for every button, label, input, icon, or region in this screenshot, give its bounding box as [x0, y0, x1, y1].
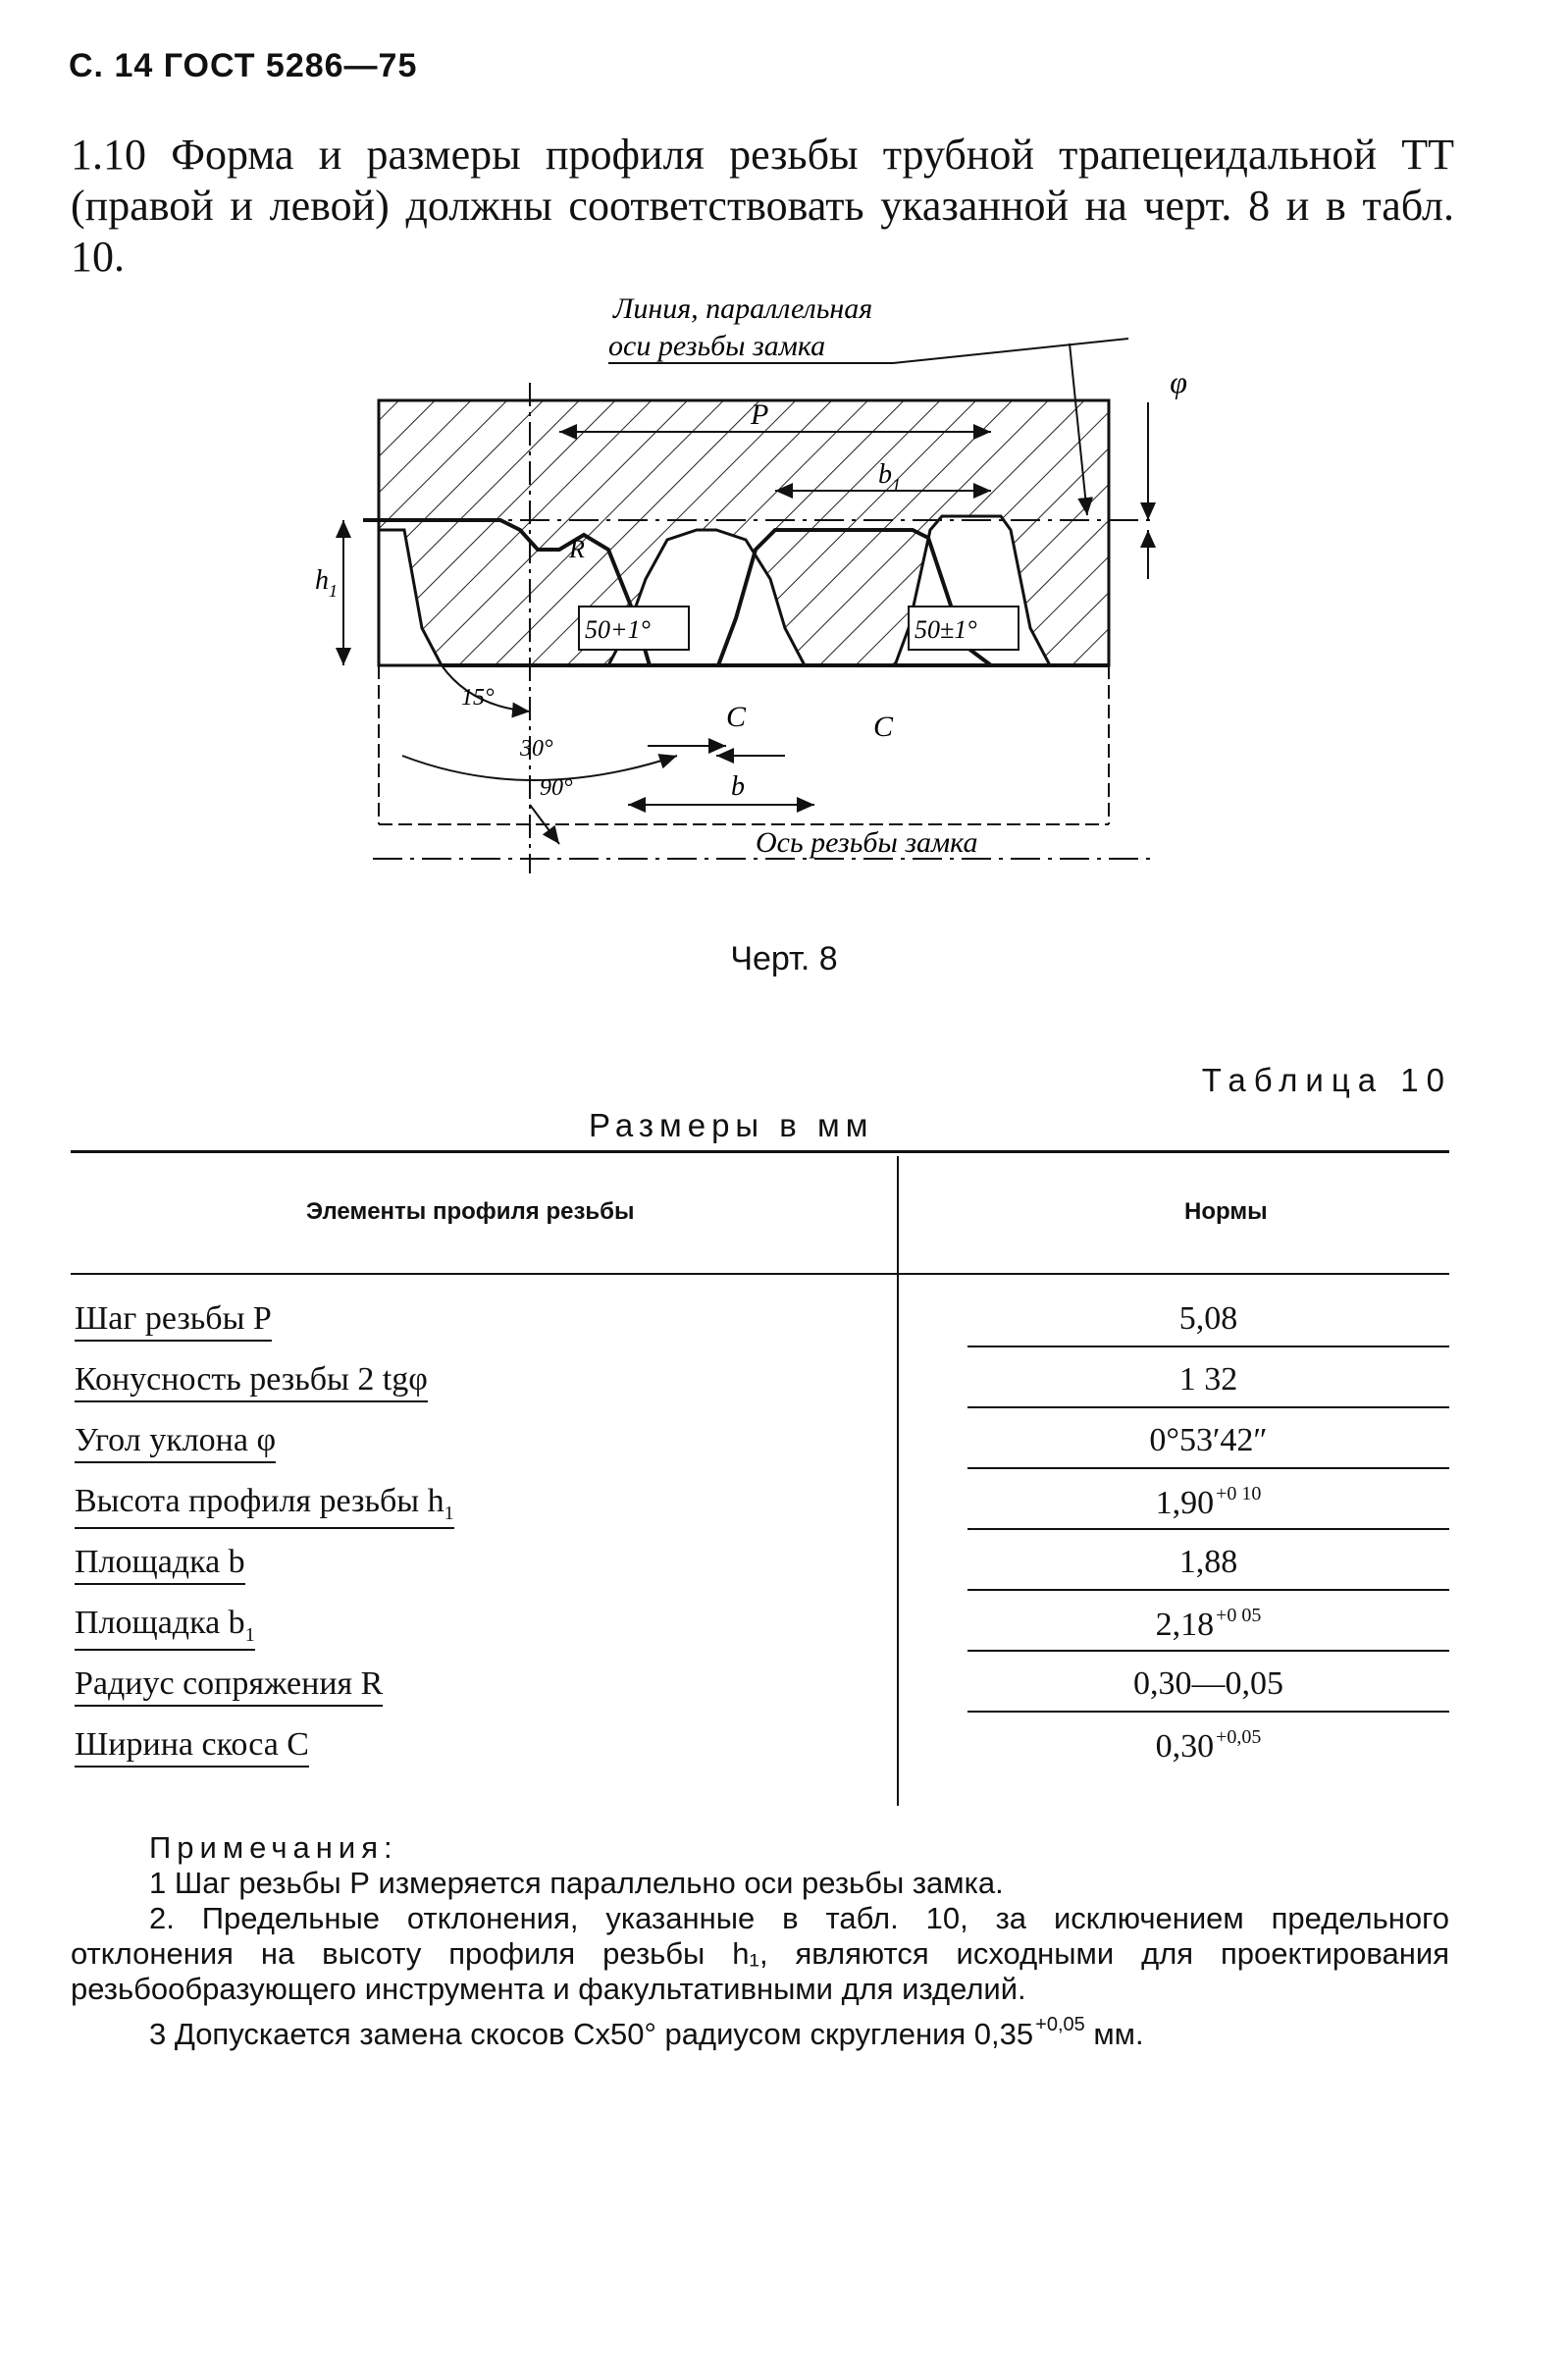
- row-name: Площадка b: [75, 1544, 245, 1585]
- row-name: Угол уклона φ: [75, 1422, 276, 1463]
- figure-caption: Черт. 8: [730, 940, 838, 977]
- table-row: [71, 1408, 1449, 1469]
- line-parallel-label: Линия, параллельная: [613, 292, 873, 325]
- table-row: [71, 1591, 1449, 1652]
- notes-section: [71, 1830, 1449, 2052]
- table-row: [71, 1652, 1449, 1713]
- label-angle-left: 50+1°: [585, 615, 651, 644]
- row-name: Шаг резьбы P: [75, 1300, 272, 1342]
- table-top-rule: [71, 1150, 1449, 1153]
- table-row: [71, 1287, 1449, 1347]
- note-2: 2. Предельные отклонения, указанные в табл. 10, за исключением предельного отклонения на высоту профиля резьбы h₁, являются исходными для проектирования резьбообразующего инструмента и факультативными для изделий.: [71, 1901, 1449, 2006]
- label-C-left: C: [726, 701, 747, 733]
- label-90deg: 90°: [540, 775, 573, 801]
- label-h1: $h_1$: [315, 565, 338, 601]
- row-value: 1 32: [967, 1361, 1449, 1399]
- table-row: [71, 1469, 1449, 1530]
- table-units: Размеры в мм: [589, 1107, 874, 1143]
- page-header: С. 14 ГОСТ 5286—75: [69, 47, 418, 84]
- notes-title: Примечания:: [149, 1830, 398, 1865]
- label-15deg: 15°: [461, 685, 495, 711]
- label-b1: $b_1$: [878, 459, 901, 495]
- line-axis-label: оси резьбы замка: [608, 330, 826, 362]
- row-value: 0,30—0,05: [967, 1665, 1449, 1703]
- row-value: 5,08: [967, 1300, 1449, 1338]
- intro-paragraph: 1.10 Форма и размеры профиля резьбы трубной трапецеидальной ТТ (правой и левой) должны соответствовать указанной на черт. 8 и в табл. 10.: [71, 131, 1454, 281]
- label-phi: φ: [1170, 364, 1187, 399]
- label-30deg: 30°: [520, 736, 553, 762]
- row-name: Высота профиля резьбы $h_1$: [75, 1483, 454, 1529]
- table-body: [71, 1287, 1449, 1773]
- row-name: Площадка $b_1$: [75, 1605, 255, 1651]
- table-title: Таблица 10: [1201, 1062, 1452, 1098]
- row-name: Ширина скоса C: [75, 1726, 309, 1768]
- table-row: [71, 1530, 1449, 1591]
- label-angle-right: 50±1°: [915, 615, 977, 644]
- label-R: R: [569, 535, 585, 563]
- axis-label: Ось резьбы замка: [756, 826, 978, 859]
- row-value: 1,88: [967, 1544, 1449, 1581]
- table-header: [71, 1157, 1449, 1275]
- label-P: P: [751, 398, 769, 431]
- row-value: 1,90 $^{+0 10}$: [967, 1483, 1449, 1522]
- header-elements: Элементы профиля резьбы: [306, 1198, 635, 1225]
- header-norms: Нормы: [1184, 1198, 1268, 1225]
- label-C-right: C: [873, 711, 894, 743]
- table-row: [71, 1713, 1449, 1773]
- row-value: 2,18 $^{+0 05}$: [967, 1605, 1449, 1644]
- note-3: 3 Допускается замена скосов Cx50° радиусом скругления 0,35 $^{+0,05}$ мм.: [149, 2014, 1144, 2051]
- row-name: Конусность резьбы 2 tgφ: [75, 1361, 428, 1402]
- drawing-svg: [315, 292, 1207, 923]
- label-b: b: [731, 771, 745, 802]
- note-1: 1 Шаг резьбы Р измеряется параллельно оси резьбы замка.: [149, 1866, 1004, 1900]
- row-value: 0°53′42″: [967, 1422, 1449, 1459]
- row-value: 0,30 $^{+0,05}$: [1155, 1726, 1262, 1765]
- table-row: [71, 1347, 1449, 1408]
- thread-profile-drawing: [315, 292, 1207, 923]
- row-name: Радиус сопряжения R: [75, 1665, 383, 1707]
- norms-table: [71, 1150, 1449, 1773]
